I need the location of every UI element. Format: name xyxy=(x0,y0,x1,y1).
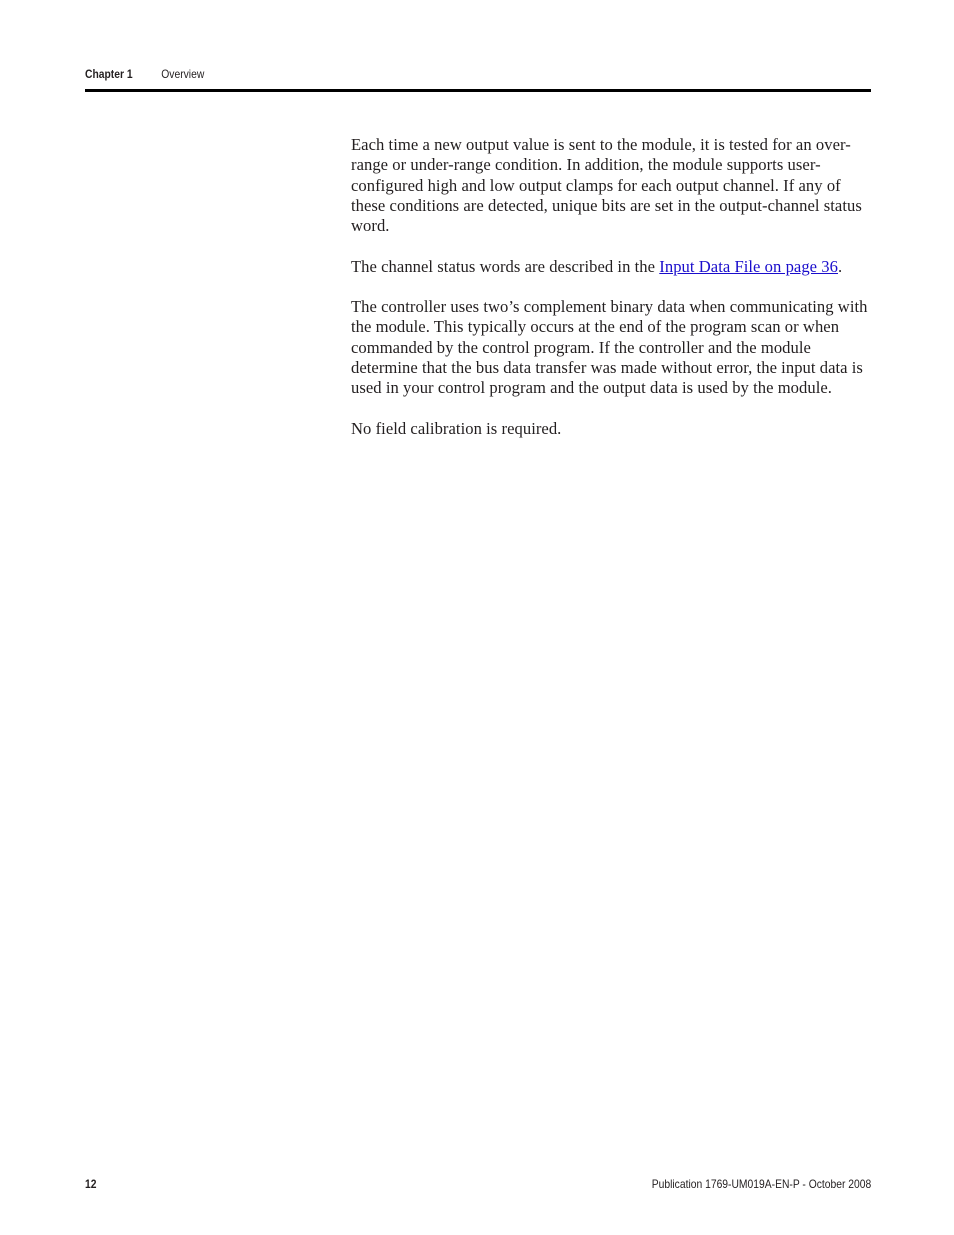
body-text xyxy=(351,135,873,459)
paragraph-binary-data: The controller uses two’s complement binary data when communicating with the module. This typically occurs at the end of the program scan or when commanded by the control program. If the controller and the module determine that the bus data transfer was made without error, the input data is used in your control program and the output data is used by the module. xyxy=(351,297,868,397)
paragraph-status-words xyxy=(351,257,873,277)
section-label: Overview xyxy=(161,67,205,81)
header-rule xyxy=(85,89,871,92)
publication-info: Publication 1769-UM019A-EN-P - October 2008 xyxy=(651,1177,871,1191)
paragraph-status-words-prefix: The channel status words are described in the xyxy=(351,256,660,276)
page-number: 12 xyxy=(85,1177,97,1191)
paragraph-output-testing: Each time a new output value is sent to the module, it is tested for an over-range or under-range condition. In addition, the module supports user-configured high and low output clamps for each output channel. If any of these conditions are detected, unique bits are set in the output-channel status word. xyxy=(351,135,862,235)
paragraph-status-words-suffix: . xyxy=(837,256,843,276)
chapter-label: Chapter 1 xyxy=(85,67,133,81)
paragraph-calibration: No field calibration is required. xyxy=(351,418,562,438)
running-header xyxy=(85,66,761,82)
input-data-file-link[interactable]: Input Data File on page 36 xyxy=(659,256,838,276)
